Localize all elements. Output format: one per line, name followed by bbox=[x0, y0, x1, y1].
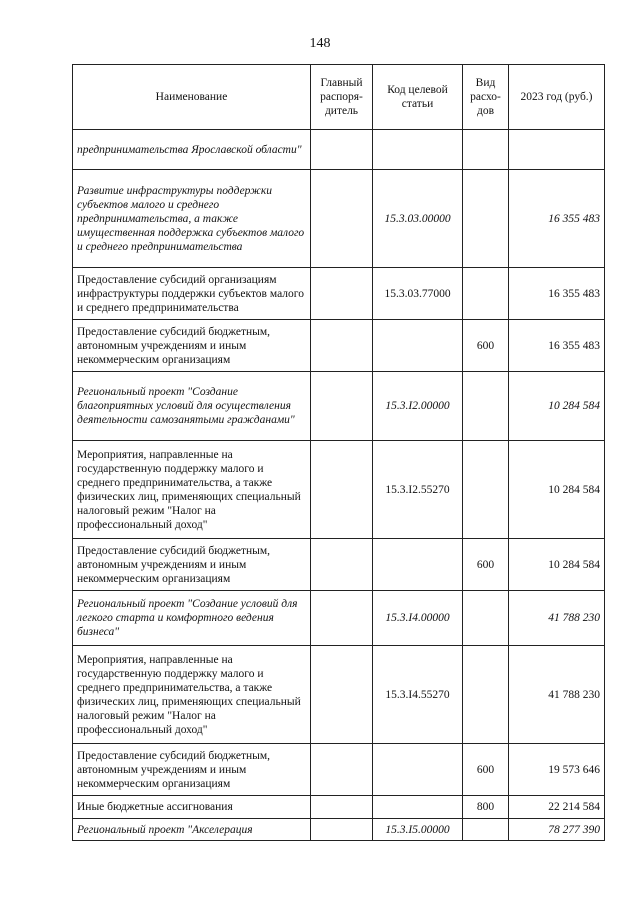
cell-code: 15.3.03.00000 bbox=[373, 170, 463, 268]
cell-vid: 600 bbox=[463, 539, 509, 591]
cell-name: Предоставление субсидий бюджетным, автономным учреждениям и иным некоммерческим организациям bbox=[73, 320, 311, 372]
header-amount: 2023 год (руб.) bbox=[509, 65, 605, 130]
cell-vid: 800 bbox=[463, 796, 509, 819]
cell-name: Развитие инфраструктуры поддержки субъектов малого и среднего предпринимательства, а также имущественная поддержка субъектов малого и среднего предпринимательства bbox=[73, 170, 311, 268]
budget-table bbox=[72, 64, 605, 841]
cell-name: Мероприятия, направленные на государственную поддержку малого и среднего предпринимательства, а также физических лиц, применяющих специальный налоговый режим "Налог на профессиональный доход" bbox=[73, 441, 311, 539]
cell-dept bbox=[311, 372, 373, 441]
cell-amount: 22 214 584 bbox=[509, 796, 605, 819]
cell-name: предпринимательства Ярославской области" bbox=[73, 130, 311, 170]
cell-amount: 16 355 483 bbox=[509, 320, 605, 372]
header-name: Наименование bbox=[73, 65, 311, 130]
cell-code bbox=[373, 796, 463, 819]
cell-vid bbox=[463, 372, 509, 441]
cell-name: Мероприятия, направленные на государственную поддержку малого и среднего предпринимательства, а также физических лиц, применяющих специальный налоговый режим "Налог на профессиональный доход" bbox=[73, 646, 311, 744]
cell-amount: 41 788 230 bbox=[509, 591, 605, 646]
cell-name: Иные бюджетные ассигнования bbox=[73, 796, 311, 819]
cell-vid bbox=[463, 441, 509, 539]
cell-code: 15.3.I2.55270 bbox=[373, 441, 463, 539]
cell-dept bbox=[311, 539, 373, 591]
table-row bbox=[73, 268, 605, 320]
cell-dept bbox=[311, 320, 373, 372]
cell-name: Предоставление субсидий бюджетным, автономным учреждениям и иным некоммерческим организациям bbox=[73, 744, 311, 796]
cell-dept bbox=[311, 441, 373, 539]
cell-dept bbox=[311, 796, 373, 819]
cell-vid: 600 bbox=[463, 744, 509, 796]
cell-amount: 41 788 230 bbox=[509, 646, 605, 744]
cell-name: Региональный проект "Создание благоприятных условий для осуществления деятельности самозанятыми гражданами" bbox=[73, 372, 311, 441]
cell-code: 15.3.I4.55270 bbox=[373, 646, 463, 744]
cell-dept bbox=[311, 744, 373, 796]
cell-name: Предоставление субсидий организациям инфраструктуры поддержки субъектов малого и среднего предпринимательства bbox=[73, 268, 311, 320]
table-row bbox=[73, 170, 605, 268]
cell-code: 15.3.I4.00000 bbox=[373, 591, 463, 646]
cell-dept bbox=[311, 591, 373, 646]
table-row bbox=[73, 320, 605, 372]
cell-code bbox=[373, 320, 463, 372]
cell-amount: 10 284 584 bbox=[509, 539, 605, 591]
cell-amount: 19 573 646 bbox=[509, 744, 605, 796]
cell-vid bbox=[463, 130, 509, 170]
header-dept: Главный распоря-дитель bbox=[311, 65, 373, 130]
table-row bbox=[73, 539, 605, 591]
header-vid: Вид расхо-дов bbox=[463, 65, 509, 130]
cell-amount bbox=[509, 130, 605, 170]
cell-code bbox=[373, 539, 463, 591]
cell-amount: 10 284 584 bbox=[509, 372, 605, 441]
cell-amount: 78 277 390 bbox=[509, 819, 605, 841]
cell-code: 15.3.I2.00000 bbox=[373, 372, 463, 441]
cell-dept bbox=[311, 646, 373, 744]
table-row bbox=[73, 591, 605, 646]
table-row bbox=[73, 744, 605, 796]
cell-amount: 10 284 584 bbox=[509, 441, 605, 539]
table-row bbox=[73, 130, 605, 170]
header-code: Код целевой статьи bbox=[373, 65, 463, 130]
table-row bbox=[73, 796, 605, 819]
table-row bbox=[73, 441, 605, 539]
cell-dept bbox=[311, 170, 373, 268]
cell-dept bbox=[311, 268, 373, 320]
cell-vid bbox=[463, 819, 509, 841]
cell-code: 15.3.03.77000 bbox=[373, 268, 463, 320]
cell-vid bbox=[463, 170, 509, 268]
table-header-row bbox=[73, 65, 605, 130]
cell-name: Предоставление субсидий бюджетным, автономным учреждениям и иным некоммерческим организациям bbox=[73, 539, 311, 591]
cell-vid bbox=[463, 591, 509, 646]
table-body bbox=[73, 130, 605, 841]
cell-code: 15.3.I5.00000 bbox=[373, 819, 463, 841]
cell-vid bbox=[463, 268, 509, 320]
table-row bbox=[73, 646, 605, 744]
cell-amount: 16 355 483 bbox=[509, 268, 605, 320]
table-row bbox=[73, 372, 605, 441]
cell-dept bbox=[311, 130, 373, 170]
cell-dept bbox=[311, 819, 373, 841]
cell-vid bbox=[463, 646, 509, 744]
cell-amount: 16 355 483 bbox=[509, 170, 605, 268]
cell-code bbox=[373, 130, 463, 170]
cell-code bbox=[373, 744, 463, 796]
cell-name: Региональный проект "Создание условий для легкого старта и комфортного ведения бизнеса" bbox=[73, 591, 311, 646]
cell-name: Региональный проект "Акселерация bbox=[73, 819, 311, 841]
table-row bbox=[73, 819, 605, 841]
page-number: 148 bbox=[309, 36, 331, 51]
cell-vid: 600 bbox=[463, 320, 509, 372]
